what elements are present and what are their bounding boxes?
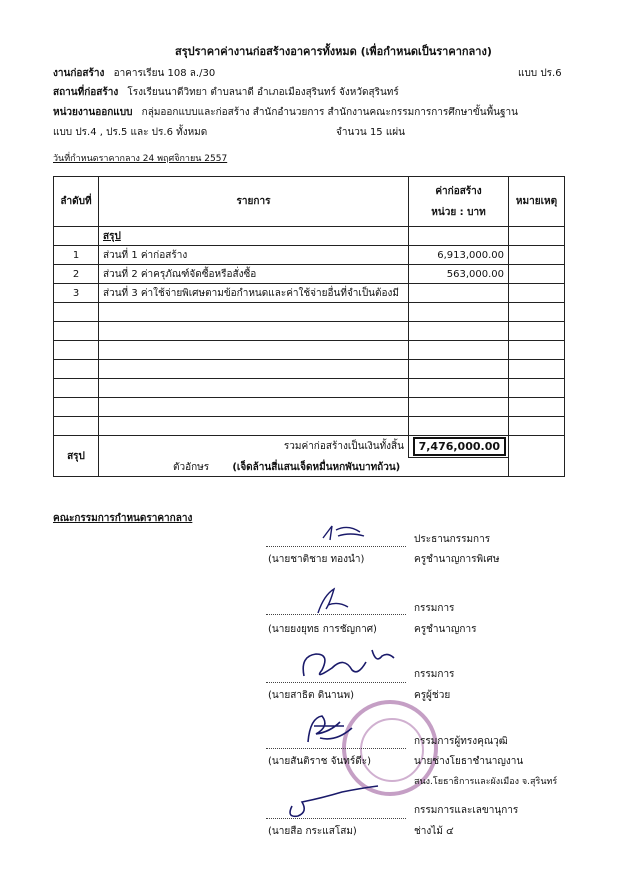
member-name: (นายยงยุทธ การชัญกาศ) xyxy=(268,624,377,635)
member-position: ครูชำนาญการ xyxy=(414,624,477,635)
member-name: (นายสาธิต ดินานพ) xyxy=(268,690,354,701)
document-title: สรุปราคาค่างานก่อสร้างอาคารทั้งหมด (เพื่อกำหนดเป็นราคากลาง) xyxy=(175,45,492,58)
member-role: กรรมการ xyxy=(414,603,455,614)
row-no: 3 xyxy=(54,284,99,303)
words-value: (เจ็ดล้านสี่แสนเจ็ดหมื่นหกพันบาทถ้วน) xyxy=(232,461,401,473)
date-line: วันที่กำหนดราคากลาง 24 พฤศจิกายน 2557 xyxy=(53,154,228,164)
member-position: ช่างไม้ ๔ xyxy=(414,826,454,837)
member-office: สนง.โยธาธิการและผังเมือง จ.สุรินทร์ xyxy=(414,777,558,787)
job-line xyxy=(53,66,215,81)
table-row xyxy=(54,398,565,417)
table-row xyxy=(54,227,565,246)
table-row xyxy=(54,360,565,379)
table-row xyxy=(54,417,565,436)
header-no: ลำดับที่ xyxy=(54,177,99,227)
designer-label: หน่วยงานออกแบบ xyxy=(53,107,133,118)
place-line xyxy=(53,85,399,100)
count-line: จำนวน 15 แผ่น xyxy=(336,127,405,138)
words-label: ตัวอักษร xyxy=(173,461,210,473)
row-item: ส่วนที่ 3 ค่าใช้จ่ายพิเศษตามข้อกำหนดและค่าใช้จ่ายอื่นที่จำเป็นต้องมี xyxy=(99,284,409,303)
header-cost-line1: ค่าก่อสร้าง xyxy=(435,185,482,197)
row-item: ส่วนที่ 1 ค่าก่อสร้าง xyxy=(99,246,409,265)
member-name: (นายสันติราช จันทร์ดีะ) xyxy=(268,756,372,767)
job-label: งานก่อสร้าง xyxy=(53,68,105,79)
header-item: รายการ xyxy=(99,177,409,227)
summary-label: สรุป xyxy=(54,436,99,477)
table-row xyxy=(54,322,565,341)
member-position: ครูผู้ช่วย xyxy=(414,690,451,701)
row-no: 1 xyxy=(54,246,99,265)
signature-3 xyxy=(296,646,400,682)
place-value: โรงเรียนนาดีวิทยา ตำบลนาดี อำเภอเมืองสุรินทร์ จังหวัดสุรินทร์ xyxy=(127,87,399,98)
row-no: 2 xyxy=(54,265,99,284)
member-role: กรรมการและเลขานุการ xyxy=(414,805,519,816)
signature-4 xyxy=(300,712,360,748)
member-position: ครูชำนาญการพิเศษ xyxy=(414,554,500,565)
signature-2 xyxy=(312,585,352,617)
job-value: อาคารเรียน 108 ล./30 xyxy=(113,68,216,79)
table-row xyxy=(54,341,565,360)
row-cost: 6,913,000.00 xyxy=(409,246,509,265)
forms-line: แบบ ปร.4 , ปร.5 และ ปร.6 ทั้งหมด xyxy=(53,127,208,138)
member-name: (นายชาติชาย ทองนำ) xyxy=(268,554,365,565)
form-code: แบบ ปร.6 xyxy=(518,68,562,79)
total-value: 7,476,000.00 xyxy=(413,437,506,456)
table-row xyxy=(54,284,565,303)
member-role: ประธานกรรมการ xyxy=(414,534,491,545)
header-note: หมายเหตุ xyxy=(509,177,565,227)
section-label: สรุป xyxy=(99,227,409,246)
member-role: กรรมการ xyxy=(414,669,455,680)
header-cost xyxy=(409,177,509,227)
table-row xyxy=(54,303,565,322)
row-item: ส่วนที่ 2 ค่าครุภัณฑ์จัดซื้อหรือสั่งซื้อ xyxy=(99,265,409,284)
row-cost xyxy=(409,284,509,303)
member-position: นายช่างโยธาชำนาญงาน xyxy=(414,756,524,767)
table-row xyxy=(54,379,565,398)
header-cost-line2: หน่วย : บาท xyxy=(431,206,486,218)
table-row xyxy=(54,246,565,265)
place-label: สถานที่ก่อสร้าง xyxy=(53,87,119,98)
signature-1 xyxy=(318,520,368,546)
total-label: รวมค่าก่อสร้างเป็นเงินทั้งสิ้น xyxy=(99,436,409,458)
member-role: กรรมการผู้ทรงคุณวุฒิ xyxy=(414,736,508,747)
designer-value: กลุ่มออกแบบและก่อสร้าง สำนักอำนวยการ สำนักงานคณะกรรมการการศึกษาขั้นพื้นฐาน xyxy=(141,107,518,118)
cost-summary-table xyxy=(53,176,565,477)
member-name: (นายสือ กระแสโสม) xyxy=(268,826,357,837)
words-row xyxy=(54,458,565,477)
committee-heading: คณะกรรมการกำหนดราคากลาง xyxy=(53,513,193,524)
table-header-row xyxy=(54,177,565,227)
row-cost: 563,000.00 xyxy=(409,265,509,284)
summary-row xyxy=(54,436,565,458)
designer-line xyxy=(53,105,518,120)
table-row xyxy=(54,265,565,284)
